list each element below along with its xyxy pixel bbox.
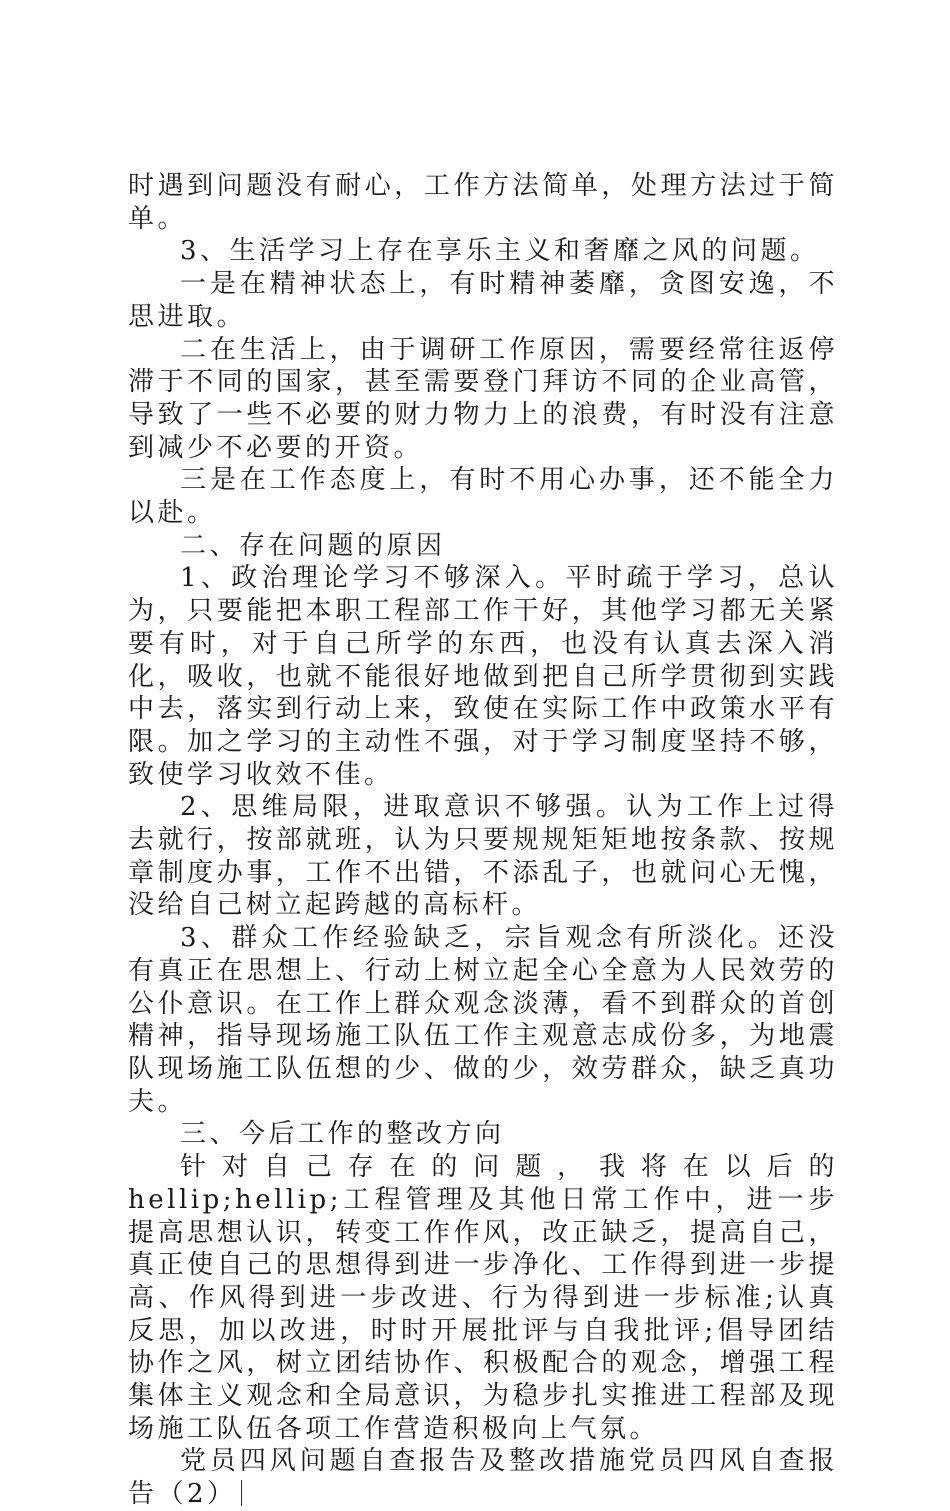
paragraph: 一是在精神状态上，有时精神萎靡，贪图安逸，不思进取。 xyxy=(128,269,838,332)
section-heading: 三、今后工作的整改方向 xyxy=(180,1119,505,1150)
paragraph: 时遇到问题没有耐心，工作方法简单，处理方法过于简单。 xyxy=(128,171,838,234)
paragraph: 三是在工作态度上，有时不用心办事，还不能全力以赴。 xyxy=(128,465,838,529)
title-text: 党员四风问题自查报告及整改措施党员四风自查报告（2） xyxy=(128,1446,838,1510)
paragraph: 针对自己存在的问题，我将在以后的hellip;hellip;工程管理及其他日常工作中，进一步提高思想认识，转变工作作风，改正缺乏，提高自己，真正使自己的思想得到进一步净化、工作得到进一步提高、作风得到进一步改进、行为得到进一步标准;认真反思，加以改进，时时开展批评与自我批评;倡导团结协作之风，树立团结协作、积极配合的观念，增强工程集体主义观念和全局意识，为稳步扎实推进工程部及现场施工队伍各项工作营造积极向上气氛。 xyxy=(128,1152,838,1444)
paragraph: 3、生活学习上存在享乐主义和奢靡之风的问题。 xyxy=(180,236,820,267)
paragraph: 3、群众工作经验缺乏，宗旨观念有所淡化。还没有真正在思想上、行动上树立起全心全意为人民效劳的公仆意识。在工作上群众观念淡薄，看不到群众的首创精神，指导现场施工队伍工作主观意志成份多，为地震队现场施工队伍想的少、做的少，效劳群众，缺乏真功夫。 xyxy=(128,923,838,1117)
text-cursor xyxy=(241,1480,242,1506)
section-heading: 二、存在问题的原因 xyxy=(180,530,446,561)
paragraph: 1、政治理论学习不够深入。平时疏于学习，总认为，只要能把本职工程部工作干好，其他学习都无关紧要有时，对于自己所学的东西，也没有认真去深入消化，吸收，也就不能很好地做到把自己所学贯彻到实践中去，落实到行动上来，致使在实际工作中政策水平有限。加之学习的主动性不强，对于学习制度坚持不够，致使学习收效不佳。 xyxy=(128,563,838,790)
paragraph: 2、思维局限，进取意识不够强。认为工作上过得去就行，按部就班，认为只要规规矩矩地按条款、按规章制度办事，工作不出错，不添乱子，也就问心无愧，没给自己树立起跨越的高标杆。 xyxy=(128,792,838,921)
paragraph: 二在生活上，由于调研工作原因，需要经常往返停滞于不同的国家，甚至需要登门拜访不同的企业高管，导致了一些不必要的财力物力上的浪费，有时没有注意到减少不必要的开资。 xyxy=(128,334,838,463)
document-body xyxy=(128,170,838,1511)
document-title-line xyxy=(128,1445,838,1510)
